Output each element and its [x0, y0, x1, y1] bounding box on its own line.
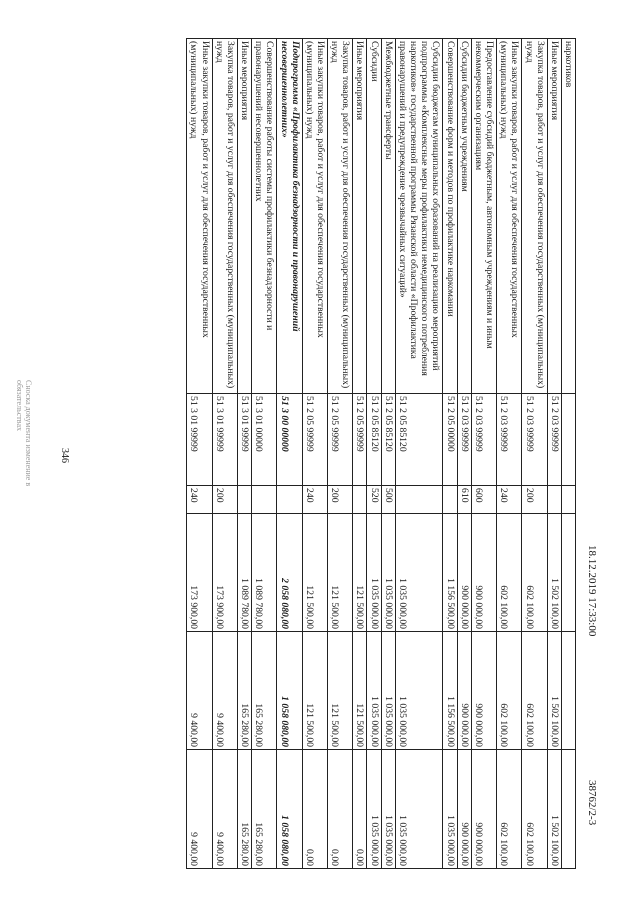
row-expense-type: 200 [522, 486, 547, 514]
row-expense-type: 200 [212, 486, 237, 514]
table-row [395, 39, 443, 869]
footer-date: 18.12.2019 17:33:00 [586, 545, 598, 637]
row-amount-1: 900 000,00 [457, 514, 471, 632]
row-amount-3: 9 400,00 [187, 750, 212, 869]
row-amount-1 [561, 514, 575, 632]
row-name: Иные мероприятия [237, 39, 251, 394]
row-amount-3: 602 100,00 [522, 750, 547, 869]
row-amount-3: 1 035 000,00 [367, 750, 381, 869]
row-amount-2: 900 000,00 [457, 632, 471, 750]
row-amount-2: 602 100,00 [522, 632, 547, 750]
row-name: Закупка товаров, работ и услуг для обеспечения государственных (муниципальных) нужд [328, 39, 353, 394]
table-row [367, 39, 381, 869]
row-name: Субсидии бюджетным учреждениям [457, 39, 471, 394]
row-code: 51 3 01 99999 [212, 394, 237, 486]
row-amount-3 [561, 750, 575, 869]
row-name: Закупка товаров, работ и услуг для обеспечения государственных (муниципальных) нужд [522, 39, 547, 394]
table-row [252, 39, 277, 869]
row-code: 51 2 03 99999 [497, 394, 522, 486]
page-number: 346 [59, 448, 70, 463]
row-amount-1: 602 100,00 [522, 514, 547, 632]
table-row [277, 39, 302, 869]
row-amount-2: 121 500,00 [353, 632, 367, 750]
row-expense-type: 240 [302, 486, 327, 514]
budget-table-body [187, 39, 576, 869]
row-code: 51 3 01 99999 [237, 394, 251, 486]
table-row [443, 39, 457, 869]
row-amount-2: 602 100,00 [497, 632, 522, 750]
row-code: 51 2 05 00000 [443, 394, 457, 486]
row-code: 51 2 03 99999 [457, 394, 471, 486]
row-expense-type [395, 486, 443, 514]
row-expense-type: 240 [187, 486, 212, 514]
row-amount-1: 121 500,00 [353, 514, 367, 632]
row-amount-2 [561, 632, 575, 750]
row-amount-2: 1 502 100,00 [547, 632, 561, 750]
table-row [187, 39, 212, 869]
row-amount-3: 9 400,00 [212, 750, 237, 869]
row-amount-3: 1 035 000,00 [395, 750, 443, 869]
row-amount-3: 1 502 100,00 [547, 750, 561, 869]
row-amount-1: 121 500,00 [328, 514, 353, 632]
row-code: 51 2 03 99999 [522, 394, 547, 486]
row-amount-2: 9 400,00 [212, 632, 237, 750]
row-name: Субсидии [367, 39, 381, 394]
row-name: Совершенствование форм и методов по профилактике наркомании [443, 39, 457, 394]
row-code: 51 2 05 99999 [353, 394, 367, 486]
row-expense-type: 610 [457, 486, 471, 514]
row-name: Иные мероприятия [547, 39, 561, 394]
row-amount-2: 1 156 500,00 [443, 632, 457, 750]
row-expense-type [547, 486, 561, 514]
row-name: Закупка товаров, работ и услуг для обеспечения государственных (муниципальных) нужд [212, 39, 237, 394]
row-amount-3: 0,00 [302, 750, 327, 869]
row-code: 51 2 05 85120 [367, 394, 381, 486]
table-row [471, 39, 496, 869]
row-amount-2: 900 000,00 [471, 632, 496, 750]
table-row [457, 39, 471, 869]
row-amount-3: 900 000,00 [457, 750, 471, 869]
row-code: 51 2 05 99999 [328, 394, 353, 486]
row-name: Иные закупки товаров, работ и услуг для обеспечения государственных (муниципальных) нужд [302, 39, 327, 394]
budget-table-rotated [86, 38, 576, 868]
row-amount-1: 121 500,00 [302, 514, 327, 632]
row-code: 51 3 01 00000 [252, 394, 277, 486]
row-code: 51 2 03 99999 [547, 394, 561, 486]
row-expense-type [252, 486, 277, 514]
table-row [547, 39, 561, 869]
budget-table [186, 38, 576, 869]
row-code: 51 2 03 99999 [471, 394, 496, 486]
row-amount-1: 1 035 000,00 [367, 514, 381, 632]
stamp-line: обязательствах [15, 380, 25, 432]
row-amount-3: 900 000,00 [471, 750, 496, 869]
row-amount-2: 9 400,00 [187, 632, 212, 750]
footer-doc-id: 38762/2-3 [586, 780, 598, 826]
row-amount-1: 1 089 780,00 [237, 514, 251, 632]
table-row [522, 39, 547, 869]
table-row [497, 39, 522, 869]
stamp-line: Сноска документа изменение в [24, 380, 33, 487]
row-expense-type [561, 486, 575, 514]
row-amount-2: 121 500,00 [302, 632, 327, 750]
row-amount-1: 602 100,00 [497, 514, 522, 632]
row-amount-1: 1 035 000,00 [381, 514, 395, 632]
row-expense-type: 600 [471, 486, 496, 514]
row-name: Межбюджетные трансферты [381, 39, 395, 394]
row-code: 51 3 01 99999 [187, 394, 212, 486]
row-amount-2: 1 035 000,00 [381, 632, 395, 750]
row-amount-2: 1 035 000,00 [395, 632, 443, 750]
row-amount-1: 173 900,00 [212, 514, 237, 632]
table-row [353, 39, 367, 869]
row-expense-type [237, 486, 251, 514]
row-code: 51 2 05 99999 [302, 394, 327, 486]
row-amount-3: 602 100,00 [497, 750, 522, 869]
row-expense-type [443, 486, 457, 514]
row-amount-2: 121 500,00 [328, 632, 353, 750]
row-expense-type [353, 486, 367, 514]
row-name: Предоставление субсидий бюджетным, автономным учреждениям и иным некоммерческим организациям [471, 39, 496, 394]
row-amount-2: 1 035 000,00 [367, 632, 381, 750]
row-amount-2: 1 058 080,00 [277, 632, 302, 750]
row-code [561, 394, 575, 486]
row-expense-type: 500 [381, 486, 395, 514]
row-name: Подпрограмма «Профилактика безнадзорности и правонарушений несовершеннолетних» [277, 39, 302, 394]
table-row [328, 39, 353, 869]
table-row [212, 39, 237, 869]
row-name: Субсидии бюджетам муниципальных образований на реализацию мероприятий подпрограммы «Комплексные меры профилактики немедицинского потребления наркотиков» государственной программы Рязанской области «Профилактика правонарушений и предупреждение чрезвычайных ситуаций» [395, 39, 443, 394]
row-expense-type: 200 [328, 486, 353, 514]
row-expense-type [277, 486, 302, 514]
row-amount-3: 1 035 000,00 [443, 750, 457, 869]
row-amount-1: 1 089 780,00 [252, 514, 277, 632]
row-amount-3: 165 280,00 [237, 750, 251, 869]
table-row [381, 39, 395, 869]
row-expense-type: 240 [497, 486, 522, 514]
row-code: 51 3 00 00000 [277, 394, 302, 486]
row-amount-3: 0,00 [328, 750, 353, 869]
row-name: Иные мероприятия [353, 39, 367, 394]
row-amount-2: 165 280,00 [252, 632, 277, 750]
row-amount-3: 1 058 080,00 [277, 750, 302, 869]
table-row [302, 39, 327, 869]
row-amount-3: 1 035 000,00 [381, 750, 395, 869]
row-name: наркотиков [561, 39, 575, 394]
row-amount-1: 173 900,00 [187, 514, 212, 632]
row-name: Иные закупки товаров, работ и услуг для обеспечения государственных (муниципальных) нужд [187, 39, 212, 394]
row-code: 51 2 05 85120 [395, 394, 443, 486]
row-name: Совершенствование работы системы профилактики безнадзорности и правонарушений несовершеннолетних [252, 39, 277, 394]
row-amount-1: 1 502 100,00 [547, 514, 561, 632]
stamp-text [14, 380, 32, 486]
row-name: Иные закупки товаров, работ и услуг для обеспечения государственных (муниципальных) нужд [497, 39, 522, 394]
row-amount-3: 165 280,00 [252, 750, 277, 869]
row-code: 51 2 05 85120 [381, 394, 395, 486]
row-amount-1: 2 058 080,00 [277, 514, 302, 632]
row-amount-1: 1 156 500,00 [443, 514, 457, 632]
row-expense-type: 520 [367, 486, 381, 514]
row-amount-2: 165 280,00 [237, 632, 251, 750]
table-row [237, 39, 251, 869]
table-row [561, 39, 575, 869]
row-amount-1: 1 035 000,00 [395, 514, 443, 632]
row-amount-1: 900 000,00 [471, 514, 496, 632]
row-amount-3: 0,00 [353, 750, 367, 869]
